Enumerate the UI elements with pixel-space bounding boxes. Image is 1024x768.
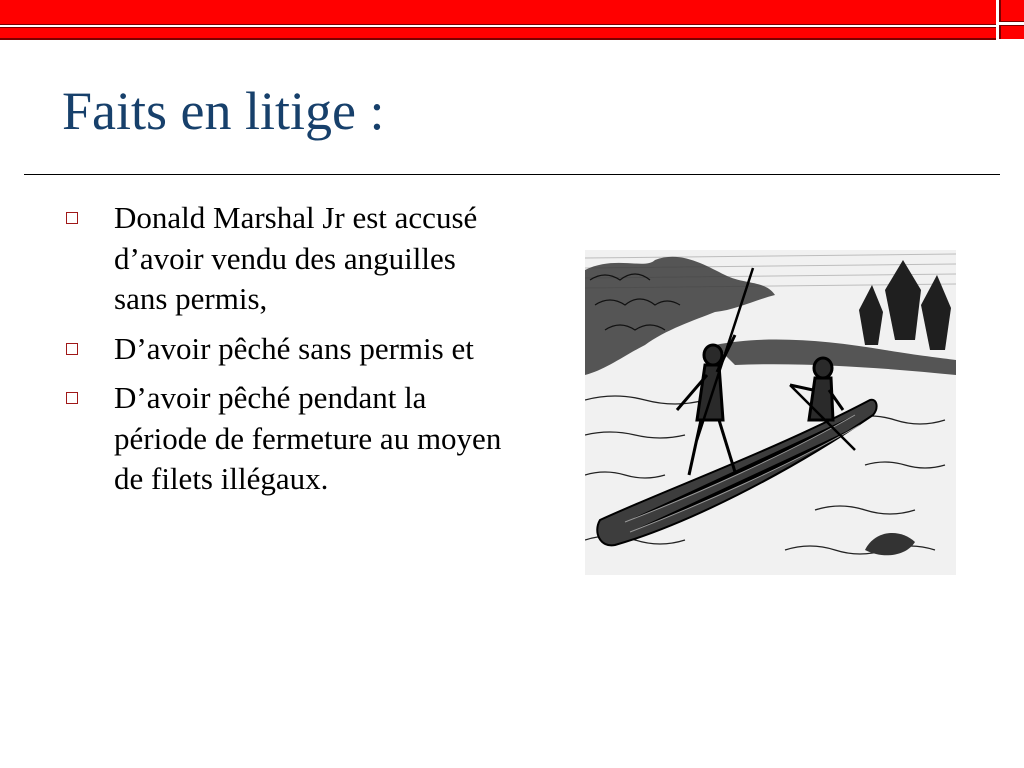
canoe-fishing-illustration xyxy=(585,250,956,575)
bullet-item xyxy=(62,329,502,370)
header-banner-stripe xyxy=(0,27,996,40)
bullet-text: Donald Marshal Jr est accusé d’avoir vendu des anguilles sans permis, xyxy=(114,200,478,316)
bullet-item xyxy=(62,198,502,320)
engraving-image xyxy=(585,250,956,575)
header-banner xyxy=(0,0,996,25)
header-corner-block-bottom xyxy=(999,25,1024,39)
bullet-text: D’avoir pêché pendant la période de fermeture au moyen de filets illégaux. xyxy=(114,380,502,496)
bullet-item xyxy=(62,378,502,500)
bullet-text: D’avoir pêché sans permis et xyxy=(114,330,474,366)
title-divider xyxy=(24,174,1000,175)
slide-title: Faits en litige : xyxy=(62,81,385,141)
bullet-list xyxy=(62,198,502,509)
hollow-square-bullet-icon xyxy=(66,392,78,404)
hollow-square-bullet-icon xyxy=(66,212,78,224)
header-corner-block-top xyxy=(999,0,1024,22)
hollow-square-bullet-icon xyxy=(66,343,78,355)
